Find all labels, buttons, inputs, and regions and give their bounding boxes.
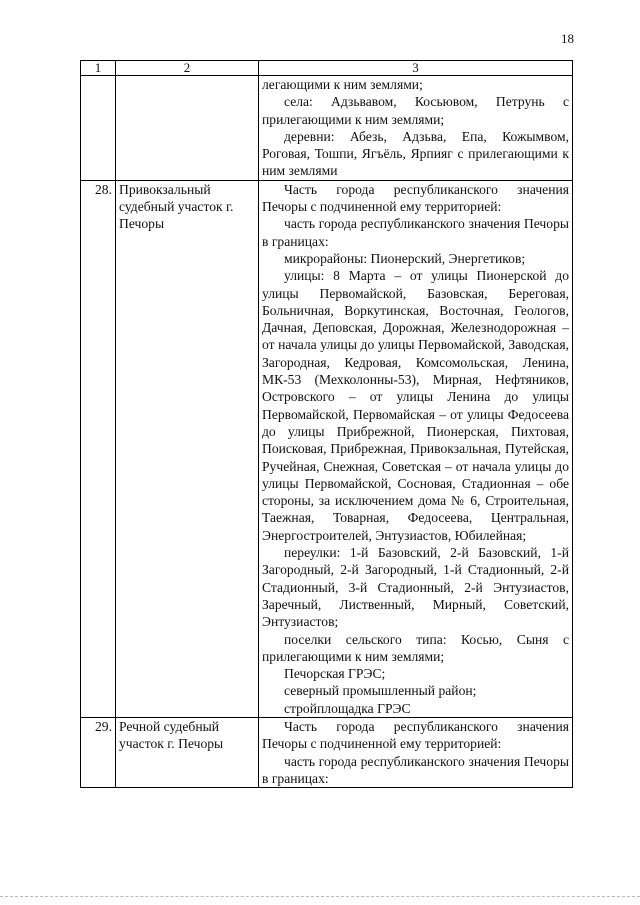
table-header-row (81, 61, 573, 76)
row-name-cell: Речной судебный участок г. Печоры (116, 717, 259, 787)
table-row-continuation (81, 76, 573, 181)
description-paragraph: деревни: Абезь, Адзьва, Епа, Кожымвом, Роговая, Тошпи, Ягъёль, Ярпияг с прилегающими к ним землями (262, 128, 569, 179)
column-header-3: 3 (259, 61, 573, 76)
row-number-cell (81, 76, 116, 181)
description-paragraph: поселки сельского типа: Косью, Сыня с прилегающими к ним землями; (262, 631, 569, 664)
row-number-cell: 28. (81, 180, 116, 717)
table-row-28 (81, 180, 573, 717)
description-paragraph: часть города республиканского значения Печоры в границах: (262, 753, 569, 786)
description-paragraph: Печорская ГРЭС; (284, 666, 386, 682)
districts-table (80, 60, 573, 788)
row-name-cell (116, 76, 259, 181)
description-paragraph: легающими к ним землями; (262, 77, 423, 92)
page-bottom-edge (0, 896, 640, 897)
column-header-2: 2 (116, 61, 259, 76)
description-paragraph: переулки: 1-й Базовский, 2-й Базовский, 1-й Загородный, 2-й Загородный, 1-й Стадионный, 2-й Стадионный, 3-й Стадионный, 2-й Энтузиастов, Заречный, Лиственный, Мирный, Советский, Энтузиастов; (262, 545, 569, 630)
description-paragraph: часть города республиканского значения Печоры в границах: (262, 216, 569, 249)
description-paragraph: северный промышленный район; (284, 683, 477, 699)
description-paragraph: Часть города республиканского значения Печоры с подчиненной ему территорией: (262, 181, 569, 215)
description-paragraph: Часть города республиканского значения Печоры с подчиненной ему территорией: (262, 718, 569, 752)
description-paragraph: села: Адзьвавом, Косьювом, Петрунь с прилегающими к ним землями; (262, 94, 569, 127)
row-description-cell (259, 717, 573, 787)
row-number-cell: 29. (81, 717, 116, 787)
row-name-cell: Привокзальный судебный участок г. Печоры (116, 180, 259, 717)
row-description-cell (259, 180, 573, 717)
column-header-1: 1 (81, 61, 116, 76)
table-row-29 (81, 717, 573, 787)
row-description-cell (259, 76, 573, 181)
description-paragraph: микрорайоны: Пионерский, Энергетиков; (284, 250, 526, 266)
page-number: 18 (561, 31, 574, 46)
description-paragraph: улицы: 8 Марта – от улицы Пионерской до улицы Первомайской, Базовская, Береговая, Больничная, Воркутинская, Восточная, Геологов, Дачная, Деповская, Дорожная, Железнодорожная – от начала улицы до улицы Первомайской, Заводская, Загородная, Кедровая, Комсомольская, Ленина, МК-53 (Мехколонны-53), Мирная, Нефтяников, Островского – от улицы Ленина до улицы Первомайской, Первомайская – от улицы Федосеева до улицы Прибрежной, Пионерская, Пихтовая, Поисковая, Прибрежная, Привокзальная, Путейская, Ручейная, Снежная, Советская – от начала улицы до улицы Первомайской, Сосновая, Стадионная – обе стороны, за исключением дома № 6, Строительная, Таежная, Товарная, Федосеева, Центральная, Энергостроителей, Энтузиастов, Юбилейная; (262, 268, 569, 543)
description-paragraph: стройплощадка ГРЭС (284, 700, 411, 716)
